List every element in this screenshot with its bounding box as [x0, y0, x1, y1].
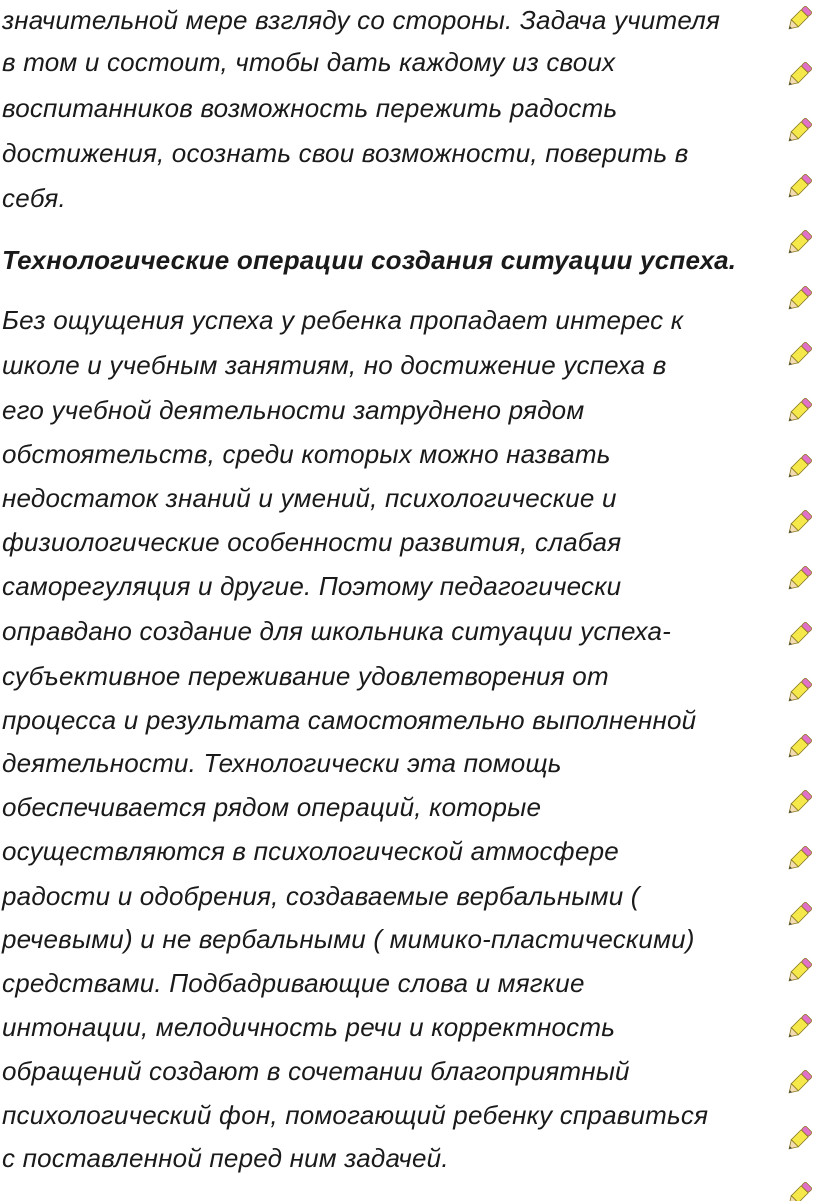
pencil-icon — [784, 620, 814, 650]
pencil-icon — [784, 1068, 814, 1098]
pencil-icon — [784, 396, 814, 426]
text-line: осуществляются в психологической атмосфере — [2, 836, 619, 866]
text-line: психологический фон, помогающий ребенку справиться — [2, 1100, 709, 1130]
text-line: достижения, осознать свои возможности, поверить в — [2, 138, 689, 168]
pencil-icon — [784, 172, 814, 202]
text-line: обращений создают в сочетании благоприятный — [2, 1056, 630, 1086]
text-line: школе и учебным занятиям, но достижение успеха в — [2, 350, 667, 380]
pencil-icon — [784, 956, 814, 986]
pencil-icon — [784, 4, 814, 34]
pencil-border — [782, 0, 816, 1201]
pencil-icon — [784, 1124, 814, 1154]
pencil-icon — [784, 60, 814, 90]
text-line: недостаток знаний и умений, психологические и — [2, 483, 617, 513]
text-line: саморегуляция и другие. Поэтому педагогически — [2, 571, 622, 601]
text-line: процесса и результата самостоятельно выполненной — [2, 705, 697, 735]
pencil-icon — [784, 788, 814, 818]
text-line: физиологические особенности развития, слабая — [2, 527, 622, 557]
text-line: с поставленной перед ним задачей. — [2, 1143, 449, 1173]
pencil-icon — [784, 1180, 814, 1201]
text-line: радости и одобрения, создаваемые вербальными ( — [2, 881, 640, 911]
pencil-icon — [784, 900, 814, 930]
text-line: субъективное переживание удовлетворения от — [2, 661, 609, 691]
pencil-icon — [784, 340, 814, 370]
pencil-icon — [784, 228, 814, 258]
text-line: его учебной деятельности затруднено рядом — [2, 395, 585, 425]
text-line: оправдано создание для школьника ситуации успеха- — [2, 616, 671, 646]
text-line: обеспечивается рядом операций, которые — [2, 792, 542, 822]
section-heading: Технологические операции создания ситуации успеха. — [2, 245, 737, 275]
text-line: Без ощущения успеха у ребенка пропадает интерес к — [2, 305, 684, 335]
pencil-icon — [784, 116, 814, 146]
pencil-icon — [784, 844, 814, 874]
text-line: воспитанников возможность пережить радость — [2, 93, 618, 123]
text-line: в том и состоит, чтобы дать каждому из своих — [2, 47, 616, 77]
pencil-icon — [784, 676, 814, 706]
text-line: значительной мере взгляду со стороны. Задача учителя — [2, 5, 721, 35]
pencil-icon — [784, 732, 814, 762]
pencil-icon — [784, 284, 814, 314]
pencil-icon — [784, 508, 814, 538]
text-line: интонации, мелодичность речи и корректность — [2, 1012, 616, 1042]
text-line: обстоятельств, среди которых можно назвать — [2, 439, 611, 469]
text-line: деятельности. Технологически эта помощь — [2, 748, 562, 778]
pencil-icon — [784, 564, 814, 594]
text-line: себя. — [2, 183, 66, 213]
pencil-icon — [784, 452, 814, 482]
text-line: речевыми) и не вербальными ( мимико-пластическими) — [2, 924, 695, 954]
text-line: средствами. Подбадривающие слова и мягкие — [2, 968, 585, 998]
pencil-icon — [784, 1012, 814, 1042]
